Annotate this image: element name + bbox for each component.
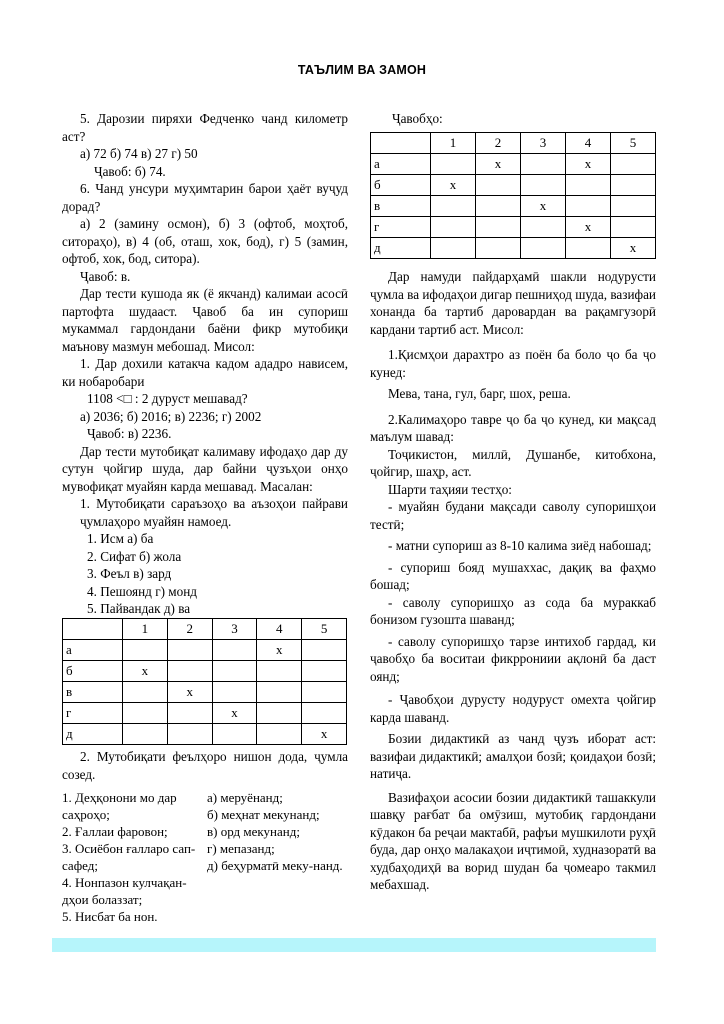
sequence-words-1: Мева, тана, гул, барг, шох, реша. <box>388 386 571 401</box>
grid-row-label: а <box>63 640 123 661</box>
grid-cell <box>123 703 168 724</box>
grid-cell <box>123 724 168 745</box>
left-column <box>62 110 348 618</box>
grid-row <box>63 682 347 703</box>
grid-cell: х <box>476 154 521 175</box>
grid-cell <box>123 640 168 661</box>
grid-row-label: б <box>371 175 431 196</box>
grid-row <box>371 175 656 196</box>
grid-row-label: в <box>371 196 431 217</box>
grid-row-label: а <box>371 154 431 175</box>
grid-header-row <box>371 133 656 154</box>
grid-row <box>63 703 347 724</box>
match-test-paragraph: Дар тести мутобиқат калимаву ифодаҳо дар ду сутун ҷойгир шуда, дар байни ҷузъҳои онҳо мувофиқат муайян карда мешавад. Масалан: <box>62 443 348 494</box>
grid-row <box>371 196 656 217</box>
grid-cell: х <box>566 154 611 175</box>
grid-cell <box>611 217 656 238</box>
grid-row <box>371 217 656 238</box>
grid-cell: х <box>123 661 168 682</box>
left-lower-block <box>62 748 348 925</box>
conditions-heading: Шарти таҳияи тестҳо: <box>388 481 512 497</box>
grid-cell <box>566 238 611 259</box>
grid-header-cell: 2 <box>476 133 521 154</box>
condition-item: - Ҷавобҳои дурусту нодуруст омехта ҷойгир карда шаванд. <box>370 692 656 725</box>
match-list-2 <box>62 789 348 925</box>
match-right-column <box>207 789 347 925</box>
grid-cell <box>611 196 656 217</box>
grid-cell <box>167 703 212 724</box>
grid-cell <box>123 682 168 703</box>
grid-header-cell: 5 <box>611 133 656 154</box>
question-1-answer: Ҷавоб: в) 2236. <box>87 426 172 441</box>
list-item: а) меруёнанд; <box>207 790 283 805</box>
open-test-paragraph: Дар тести кушода як (ё якчанд) калимаи асосӣ партофта шудааст. Ҷавоб ба ин супориш мукаммал гардондани баёни фикр мутобиқи маънову мазмун мебошад. Мисол: <box>62 286 348 354</box>
grid-cell <box>302 661 347 682</box>
grid-header-cell <box>63 619 123 640</box>
grid-cell <box>611 175 656 196</box>
condition-item: - супориш бояд мушаххас, дақиқ ва фаҳмо бошад; <box>370 559 656 592</box>
grid-cell <box>302 682 347 703</box>
grid-row-label: г <box>371 217 431 238</box>
grid-cell: х <box>521 196 566 217</box>
list-item: 4. Нонпазон кулчақан-дҳои болаззат; <box>62 875 187 907</box>
grid-header-cell: 1 <box>431 133 476 154</box>
grid-cell <box>476 217 521 238</box>
right-column <box>370 110 656 128</box>
grid-cell <box>257 661 302 682</box>
grid-cell <box>521 154 566 175</box>
grid-header-cell: 2 <box>167 619 212 640</box>
grid-cell <box>212 682 257 703</box>
grid-cell: х <box>566 217 611 238</box>
grid-header-cell: 5 <box>302 619 347 640</box>
grid-cell <box>521 175 566 196</box>
condition-item: - саволу супоришҳо аз сода ба мураккаб бонизом гузошта шаванд; <box>370 594 656 627</box>
right-lower-block <box>370 268 656 894</box>
grid-row-label: в <box>63 682 123 703</box>
answers-label: Ҷавобҳо: <box>392 111 443 126</box>
grid-cell: х <box>257 640 302 661</box>
sequence-words-2: Тоҷикистон, миллӣ, Душанбе, китобхона, ҷойгир, шаҳр, аст. <box>370 446 656 479</box>
grid-cell <box>257 724 302 745</box>
grid-cell <box>476 196 521 217</box>
grid-cell <box>167 640 212 661</box>
didactic-game-paragraph: Бозии дидактикӣ аз чанд ҷузъ иборат аст: вазифаи дидактикӣ; амалҳои бозӣ; қоидаҳои бозӣ; натиҷа. <box>370 731 656 781</box>
grid-cell <box>167 724 212 745</box>
list-item: 1. Деҳқонони мо дар саҳроҳо; <box>62 790 177 822</box>
question-1-options: а) 2036; б) 2016; в) 2236; г) 2002 <box>80 408 262 424</box>
grid-header-cell: 1 <box>123 619 168 640</box>
sequence-test-paragraph: Дар намуди пайдарҳамӣ шакли нодурусти ҷумла ва ифодаҳои дигар пешниҳод шуда, вазифаи хонанда ба тартиб даровардан ва рақамгузорӣ кардани тартиб аст. Мисол: <box>370 269 656 337</box>
grid-header-cell: 3 <box>212 619 257 640</box>
grid-row <box>371 238 656 259</box>
question-5-answer: Ҷавоб: б) 74. <box>94 163 166 179</box>
list-item: 5. Пайвандак д) ва <box>87 601 191 616</box>
grid-header-cell <box>371 133 431 154</box>
sequence-question-1: 1.Қисмҳои дарахтро аз поён ба боло ҷо ба ҷо кунед: <box>370 347 656 380</box>
didactic-tasks-paragraph: Вазифаҳои асосии бозии дидактикӣ ташаккули шавқу рағбат ба омӯзиш, мутобиқ гардондани кӯдакон ба реҷаи мактабӣ, рафъи мушкилоти руҳӣ буда, дар онҳо малакаҳои иҷтимоӣ, худназоратӣ ва худбаҳодиҳӣ ва ворид шудан ба ҷомеаро такмил мебахшад. <box>370 789 656 892</box>
grid-cell <box>167 661 212 682</box>
match-question-1: 1. Мутобиқати сараъзоҳо ва аъзоҳои пайрави ҷумлаҳоро муайян намоед. <box>80 496 348 529</box>
list-item: 2. Ғаллаи фаровон; <box>62 824 168 839</box>
match-list-1 <box>62 530 348 618</box>
grid-row-label: д <box>63 724 123 745</box>
grid-cell <box>521 217 566 238</box>
grid-cell: х <box>611 238 656 259</box>
grid-cell: х <box>302 724 347 745</box>
grid-cell <box>257 682 302 703</box>
answer-grid-right <box>370 132 656 259</box>
question-6: 6. Чанд унсури муҳимтарин барои ҳаёт вуҷуд дорад? <box>62 181 348 214</box>
grid-cell <box>476 175 521 196</box>
grid-cell <box>212 640 257 661</box>
grid-row-label: д <box>371 238 431 259</box>
grid-row-label: б <box>63 661 123 682</box>
list-item: г) мепазанд; <box>207 841 275 856</box>
footer-bar <box>52 938 656 952</box>
grid-header-cell: 3 <box>521 133 566 154</box>
question-1: 1. Дар дохили катакча кадом ададро нависем, ки нобаробари <box>62 356 348 389</box>
grid-header-cell: 4 <box>257 619 302 640</box>
list-item: б) меҳнат мекунанд; <box>207 807 320 822</box>
condition-item: - саволу супоришҳо тарзе интихоб гардад, ки ҷавобҳо ба воситаи фикррониии ақлонӣ ба даст оянд; <box>370 633 656 684</box>
grid-cell: х <box>167 682 212 703</box>
grid-cell <box>257 703 302 724</box>
grid-cell <box>476 238 521 259</box>
grid-cell <box>431 217 476 238</box>
grid-cell <box>302 640 347 661</box>
grid-cell <box>566 175 611 196</box>
match-left-column <box>62 789 207 925</box>
list-item: д) беҳурматӣ меку-нанд. <box>207 858 343 873</box>
grid-header-row <box>63 619 347 640</box>
grid-cell <box>431 238 476 259</box>
grid-cell <box>431 196 476 217</box>
list-item: в) орд мекунанд; <box>207 824 300 839</box>
grid-cell <box>212 661 257 682</box>
grid-row <box>371 154 656 175</box>
grid-row <box>63 640 347 661</box>
match-question-2: 2. Мутобиқати феълҳоро нишон дода, ҷумла созед. <box>62 749 348 782</box>
grid-cell <box>302 703 347 724</box>
question-5-options: а) 72 б) 74 в) 27 г) 50 <box>80 146 198 161</box>
list-item: 4. Пешоянд г) монд <box>87 583 197 599</box>
list-item: 2. Сифат б) жола <box>87 548 182 564</box>
grid-cell: х <box>431 175 476 196</box>
list-item: 3. Феъл в) зард <box>87 566 172 581</box>
question-5: 5. Дарозии пиряхи Федченко чанд километр аст? <box>62 111 348 144</box>
grid-cell <box>566 196 611 217</box>
grid-cell <box>431 154 476 175</box>
grid-header-cell: 4 <box>566 133 611 154</box>
list-item: 3. Осиёбон ғалларо сап-сафед; <box>62 841 196 873</box>
grid-cell <box>521 238 566 259</box>
condition-item: - матни супориш аз 8-10 калима зиёд набошад; <box>388 538 652 553</box>
question-6-options: а) 2 (замину осмон), б) 3 (офтоб, моҳтоб, ситораҳо), в) 4 (об, оташ, хок, бод), г) 5 (замин, офтоб, хок, бод, ситора). <box>62 216 348 266</box>
question-6-answer: Ҷавоб: в. <box>80 268 131 284</box>
answer-grid-left <box>62 618 347 745</box>
grid-row <box>63 661 347 682</box>
grid-row-label: г <box>63 703 123 724</box>
list-item: 1. Исм а) ба <box>87 531 154 546</box>
question-1-expression: 1108 <□ : 2 дуруст мешавад? <box>87 391 248 406</box>
grid-cell <box>212 724 257 745</box>
grid-row <box>63 724 347 745</box>
condition-item: - муайян будани мақсади саволу супоришҳои тестӣ; <box>370 499 656 532</box>
list-item: 5. Нисбат ба нон. <box>62 909 158 924</box>
page-title: ТАЪЛИМ ВА ЗАМОН <box>297 63 427 77</box>
sequence-question-2: 2.Калимаҳоро тавре ҷо ба ҷо кунед, ки мақсад маълум шавад: <box>370 411 656 444</box>
grid-cell: х <box>212 703 257 724</box>
grid-cell <box>611 154 656 175</box>
